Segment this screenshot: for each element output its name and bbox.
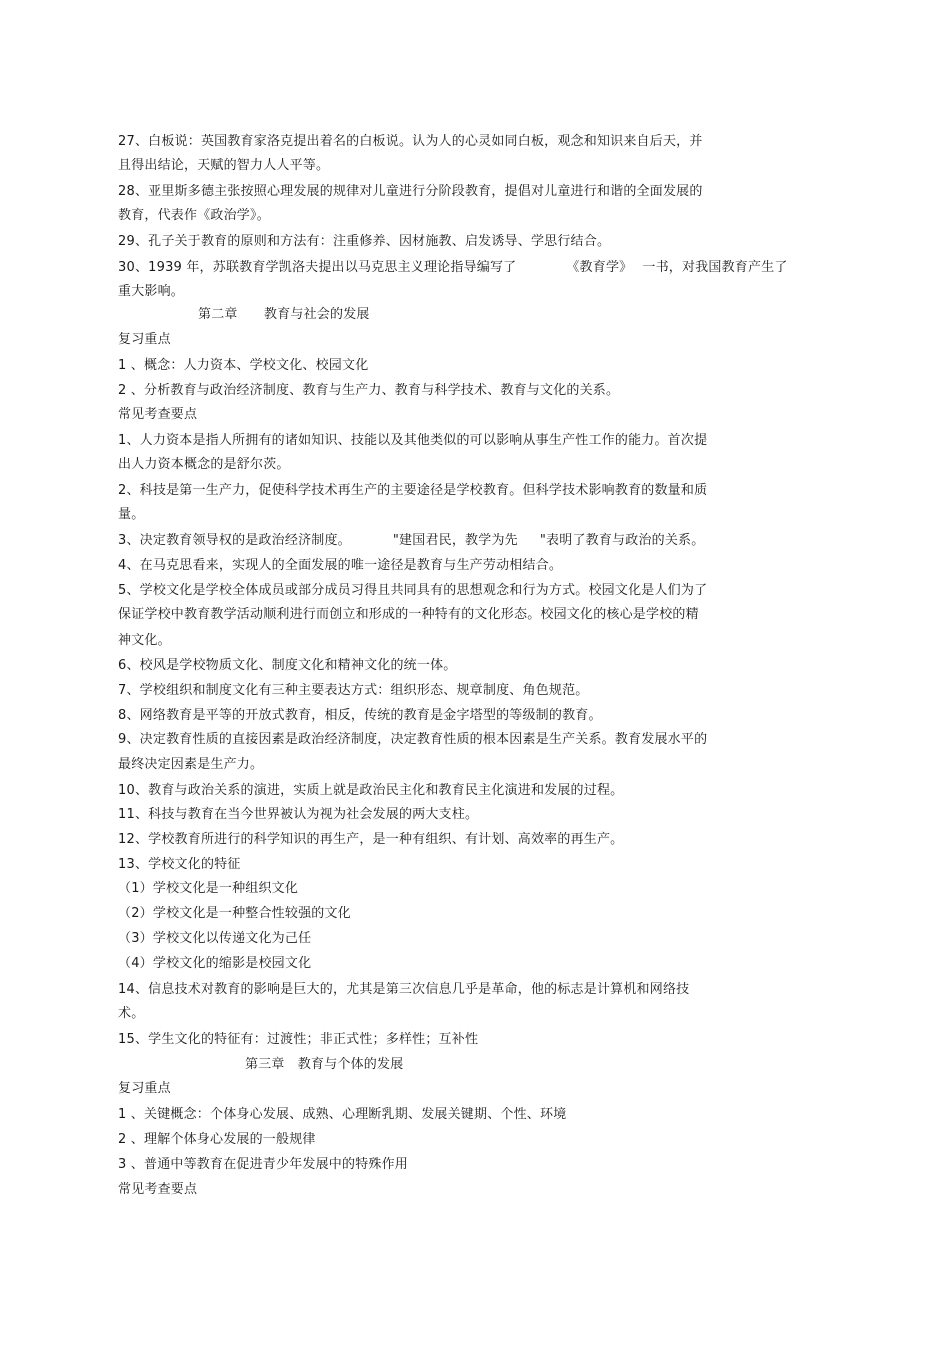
text-line: 出人力资本概念的是舒尔茨。 — [118, 457, 290, 472]
text-segment: 3、决定教育领导权的是政治经济制度。 — [118, 533, 351, 548]
text-line: 神文化。 — [118, 633, 171, 648]
text-line: 13、学校文化的特征 — [118, 857, 241, 872]
text-line: 14、信息技术对教育的影响是巨大的，尤其是第三次信息几乎是革命，他的标志是计算机和网络技 — [118, 982, 690, 997]
text-line: 12、学校教育所进行的科学知识的再生产，是一种有组织、有计划、高效率的再生产。 — [118, 832, 624, 847]
text-line: 2、科技是第一生产力，促使科学技术再生产的主要途径是学校教育。但科学技术影响教育的数量和质 — [118, 483, 708, 498]
section-heading: 常见考查要点 — [118, 1182, 198, 1197]
text-line: 1、人力资本是指人所拥有的诸如知识、技能以及其他类似的可以影响从事生产性工作的能力。首次提 — [118, 433, 708, 448]
text-line: 5、学校文化是学校全体成员或部分成员习得且共同具有的思想观念和行为方式。校园文化是人们为了 — [118, 583, 708, 598]
text-line: 保证学校中教育教学活动顺利进行而创立和形成的一种特有的文化形态。校园文化的核心是学校的精 — [118, 607, 699, 622]
text-line: 重大影响。 — [118, 284, 185, 299]
list-item: （3）学校文化以传递文化为己任 — [118, 931, 312, 946]
text-line-30 — [118, 259, 788, 277]
text-line: 术。 — [118, 1006, 145, 1021]
text-line: 6、校风是学校物质文化、制度文化和精神文化的统一体。 — [118, 658, 457, 673]
chapter-heading: 第二章 教育与社会的发展 — [198, 307, 370, 322]
text-line: 4、在马克思看来，实现人的全面发展的唯一途径是教育与生产劳动相结合。 — [118, 558, 563, 573]
list-item: （1）学校文化是一种组织文化 — [118, 881, 299, 896]
text-line: 11、科技与教育在当今世界被认为视为社会发展的两大支柱。 — [118, 807, 479, 822]
text-line: 量。 — [118, 507, 145, 522]
text-line: 2 、分析教育与政治经济制度、教育与生产力、教育与科学技术、教育与文化的关系。 — [118, 383, 620, 398]
section-heading: 复习重点 — [118, 1081, 171, 1096]
text-line: 最终决定因素是生产力。 — [118, 757, 264, 772]
text-line: 1 、关键概念：个体身心发展、成熟、心理断乳期、发展关键期、个性、环境 — [118, 1107, 567, 1122]
text-line: 29、孔子关于教育的原则和方法有：注重修养、因材施教、启发诱导、学思行结合。 — [118, 234, 611, 249]
text-segment: "建国君民，教学为先 — [392, 533, 518, 548]
text-line: 1 、概念：人力资本、学校文化、校园文化 — [118, 358, 369, 373]
text-line-3 — [118, 532, 704, 550]
text-segment: 《教育学》 — [566, 260, 633, 275]
text-segment: 一书，对我国教育产生了 — [642, 260, 788, 275]
chapter-heading: 第三章 教育与个体的发展 — [245, 1057, 404, 1072]
text-line: 7、学校组织和制度文化有三种主要表达方式：组织形态、规章制度、角色规范。 — [118, 683, 589, 698]
text-line: 10、教育与政治关系的演进，实质上就是政治民主化和教育民主化演进和发展的过程。 — [118, 783, 624, 798]
text-line: 15、学生文化的特征有：过渡性；非正式性；多样性；互补性 — [118, 1032, 479, 1047]
text-segment: 30、1939 年，苏联教育学凯洛夫提出以马克思主义理论指导编写了 — [118, 260, 517, 275]
section-heading: 复习重点 — [118, 332, 171, 347]
text-line: 2 、理解个体身心发展的一般规律 — [118, 1132, 316, 1147]
text-line: 8、网络教育是平等的开放式教育，相反，传统的教育是金字塔型的等级制的教育。 — [118, 708, 602, 723]
list-item: （2）学校文化是一种整合性较强的文化 — [118, 906, 351, 921]
text-line: 且得出结论，天赋的智力人人平等。 — [118, 158, 330, 173]
section-heading: 常见考查要点 — [118, 407, 198, 422]
text-line: 教育，代表作《政治学》。 — [118, 208, 270, 223]
list-item: （4）学校文化的缩影是校园文化 — [118, 956, 312, 971]
text-line: 28、亚里斯多德主张按照心理发展的规律对儿童进行分阶段教育，提倡对儿童进行和谐的全面发展的 — [118, 184, 703, 199]
text-line: 9、决定教育性质的直接因素是政治经济制度，决定教育性质的根本因素是生产关系。教育发展水平的 — [118, 732, 708, 747]
text-line: 3 、普通中等教育在促进青少年发展中的特殊作用 — [118, 1157, 409, 1172]
text-line: 27、白板说：英国教育家洛克提出着名的白板说。认为人的心灵如同白板，观念和知识来自后天，并 — [118, 134, 703, 149]
text-segment: "表明了教育与政治的关系。 — [539, 533, 705, 548]
